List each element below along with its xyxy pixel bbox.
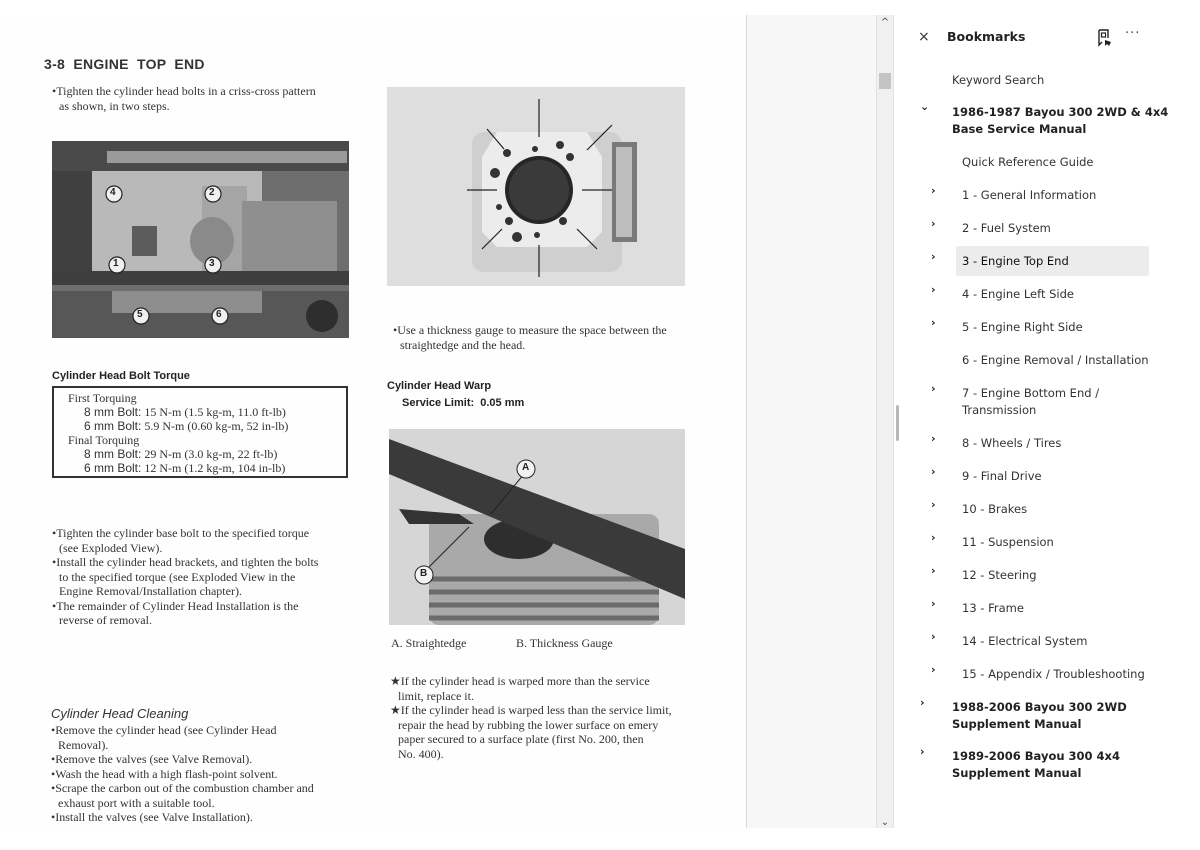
document-scrollbar[interactable] — [876, 15, 894, 828]
warp-heading: Cylinder Head Warp — [387, 380, 492, 392]
text-line: as shown, in two steps. — [59, 98, 170, 113]
bolt-label: 4 — [110, 187, 116, 198]
warp-paragraph — [390, 674, 689, 761]
bolt-pattern-photo — [52, 141, 349, 338]
torque-row: 6 mm Bolt: 12 N-m (1.2 kg-m, 104 in-lb) — [84, 461, 286, 475]
text-line: paper secured to a surface plate (first No. 200, then — [398, 732, 644, 746]
chevron-right-icon[interactable]: › — [931, 250, 936, 263]
chevron-right-icon[interactable]: › — [931, 630, 936, 643]
text-line: Engine Removal/Installation chapter). — [59, 584, 242, 598]
gauge-paragraph — [393, 323, 689, 352]
torque-heading: Cylinder Head Bolt Torque — [52, 370, 190, 382]
bookmark-label: Supplement Manual — [952, 765, 1082, 780]
chevron-right-icon[interactable]: › — [931, 531, 936, 544]
bookmark-steering[interactable]: 12 - Steering — [962, 568, 1037, 582]
bookmark-label: 7 - Engine Bottom End / — [962, 386, 1100, 400]
bookmark-appendix[interactable]: 15 - Appendix / Troubleshooting — [962, 667, 1145, 681]
cylinder-photo-illustration — [387, 87, 685, 286]
chevron-right-icon[interactable]: › — [931, 184, 936, 197]
bookmark-label: 1986-1987 Bayou 300 2WD & 4x4 — [952, 105, 1169, 119]
bookmark-wheels-tires[interactable]: 8 - Wheels / Tires — [962, 436, 1062, 450]
chevron-right-icon[interactable]: › — [931, 316, 936, 329]
chevron-right-icon[interactable]: › — [931, 498, 936, 511]
add-bookmark-icon[interactable] — [1097, 29, 1113, 47]
bolt-label: 5 — [137, 309, 143, 320]
photo-label-a: A — [522, 462, 530, 473]
text-line: ★If the cylinder head is warped more than the service — [390, 674, 650, 688]
straightedge-photo — [389, 429, 685, 625]
intro-paragraph — [52, 84, 352, 113]
bookmark-engine-top-end[interactable]: 3 - Engine Top End — [962, 254, 1069, 268]
scrollbar-thumb[interactable] — [879, 73, 891, 89]
torque-final-label: Final Torquing — [68, 433, 140, 447]
text-line: exhaust port with a suitable tool. — [58, 795, 215, 810]
bookmark-2wd-supplement[interactable] — [952, 699, 1127, 732]
bookmark-frame[interactable]: 13 - Frame — [962, 601, 1024, 615]
bolt-label: 3 — [209, 258, 215, 269]
cylinder-photo — [387, 87, 685, 286]
straightedge-photo-illustration — [389, 429, 685, 625]
chevron-right-icon[interactable]: › — [931, 217, 936, 230]
text-line: reverse of removal. — [59, 613, 152, 627]
torque-row: 8 mm Bolt: 15 N-m (1.5 kg-m, 11.0 ft-lb) — [84, 405, 286, 419]
bookmark-brakes[interactable]: 10 - Brakes — [962, 502, 1028, 516]
bookmark-quick-reference[interactable]: Quick Reference Guide — [962, 155, 1094, 169]
text-line: •Remove the valves (see Valve Removal). — [51, 752, 253, 766]
bolt-label: 1 — [113, 258, 119, 269]
text-line: •Wash the head with a high flash-point solvent. — [51, 766, 278, 781]
chevron-right-icon[interactable]: › — [931, 465, 936, 478]
bookmark-engine-bottom-end[interactable] — [962, 385, 1099, 418]
text-line: limit, replace it. — [398, 688, 474, 703]
chevron-right-icon[interactable]: › — [920, 696, 925, 709]
bookmark-general-information[interactable]: 1 - General Information — [962, 188, 1097, 202]
cleaning-paragraph — [51, 723, 351, 825]
text-line: •Use a thickness gauge to measure the space between the — [393, 323, 667, 337]
text-line: straightedge and the head. — [400, 337, 526, 352]
text-line: No. 400). — [398, 746, 444, 761]
chevron-up-icon[interactable]: ^ — [880, 17, 890, 28]
bookmark-4x4-supplement[interactable] — [952, 748, 1120, 781]
bookmark-engine-right-side[interactable]: 5 - Engine Right Side — [962, 320, 1083, 334]
text-line: •Scrape the carbon out of the combustion chamber and — [51, 781, 314, 795]
text-line: •The remainder of Cylinder Head Installation is the — [52, 598, 299, 613]
bookmark-engine-removal[interactable]: 6 - Engine Removal / Installation — [962, 353, 1149, 367]
caption-straightedge: A. Straightedge — [391, 636, 467, 650]
chevron-down-icon[interactable]: ⌄ — [920, 100, 930, 113]
chevron-right-icon[interactable]: › — [931, 663, 936, 676]
bookmark-final-drive[interactable]: 9 - Final Drive — [962, 469, 1042, 483]
bookmark-label: Base Service Manual — [952, 121, 1087, 136]
bookmark-fuel-system[interactable]: 2 - Fuel System — [962, 221, 1051, 235]
pdf-page — [0, 15, 746, 828]
bookmark-engine-left-side[interactable]: 4 - Engine Left Side — [962, 287, 1075, 301]
torque-first-label: First Torquing — [68, 391, 137, 405]
installation-paragraph — [52, 526, 352, 628]
bookmark-label: 1989-2006 Bayou 300 4x4 — [952, 749, 1120, 763]
engine-photo-illustration — [52, 141, 349, 338]
chevron-right-icon[interactable]: › — [931, 382, 936, 395]
chevron-right-icon[interactable]: › — [920, 745, 925, 758]
text-line: (see Exploded View). — [59, 540, 163, 555]
chevron-down-icon[interactable]: ⌄ — [880, 817, 890, 828]
text-line: •Tighten the cylinder base bolt to the specified torque — [52, 526, 310, 540]
bookmark-label: Supplement Manual — [952, 716, 1082, 731]
panel-title: Bookmarks — [947, 29, 1026, 44]
chevron-right-icon[interactable]: › — [931, 283, 936, 296]
torque-row: 8 mm Bolt: 29 N-m (3.0 kg-m, 22 ft-lb) — [84, 447, 278, 461]
text-line: •Install the cylinder head brackets, and tighten the bolts — [52, 555, 319, 569]
chevron-right-icon[interactable]: › — [931, 564, 936, 577]
text-line: •Tighten the cylinder head bolts in a criss-cross pattern — [52, 84, 316, 98]
bookmark-keyword-search[interactable]: Keyword Search — [952, 73, 1045, 87]
text-line: repair the head by rubbing the lower surface on emery — [398, 717, 659, 732]
photo-label-b: B — [420, 568, 428, 579]
close-icon[interactable]: × — [918, 29, 930, 45]
more-options-icon[interactable]: ··· — [1125, 26, 1141, 41]
bookmark-suspension[interactable]: 11 - Suspension — [962, 535, 1054, 549]
section-title: 3-8 ENGINE TOP END — [44, 56, 205, 72]
chevron-right-icon[interactable]: › — [931, 432, 936, 445]
text-line: •Install the valves (see Valve Installation). — [51, 810, 253, 824]
chevron-right-icon[interactable]: › — [931, 597, 936, 610]
warp-service-limit: Service Limit: 0.05 mm — [402, 397, 525, 409]
bookmark-label: Transmission — [962, 402, 1037, 417]
text-line: ★If the cylinder head is warped less than the service limit, — [390, 703, 672, 717]
caption-thickness-gauge: B. Thickness Gauge — [516, 636, 613, 650]
cleaning-heading: Cylinder Head Cleaning — [51, 706, 189, 721]
bookmark-base-service-manual[interactable] — [952, 104, 1168, 137]
document-gutter — [746, 15, 877, 828]
bookmarks-panel — [900, 0, 1200, 850]
bolt-label: 6 — [216, 309, 222, 320]
text-line: Removal). — [58, 737, 109, 752]
torque-row: 6 mm Bolt: 5.9 N-m (0.60 kg-m, 52 in-lb) — [84, 419, 289, 433]
torque-table — [52, 386, 348, 478]
bolt-label: 2 — [209, 187, 215, 198]
panel-resize-handle[interactable] — [896, 405, 899, 441]
text-line: to the specified torque (see Exploded View in the — [59, 569, 296, 584]
bookmark-electrical-system[interactable]: 14 - Electrical System — [962, 634, 1088, 648]
text-line: •Remove the cylinder head (see Cylinder Head — [51, 723, 277, 737]
bookmark-label: 1988-2006 Bayou 300 2WD — [952, 700, 1127, 714]
